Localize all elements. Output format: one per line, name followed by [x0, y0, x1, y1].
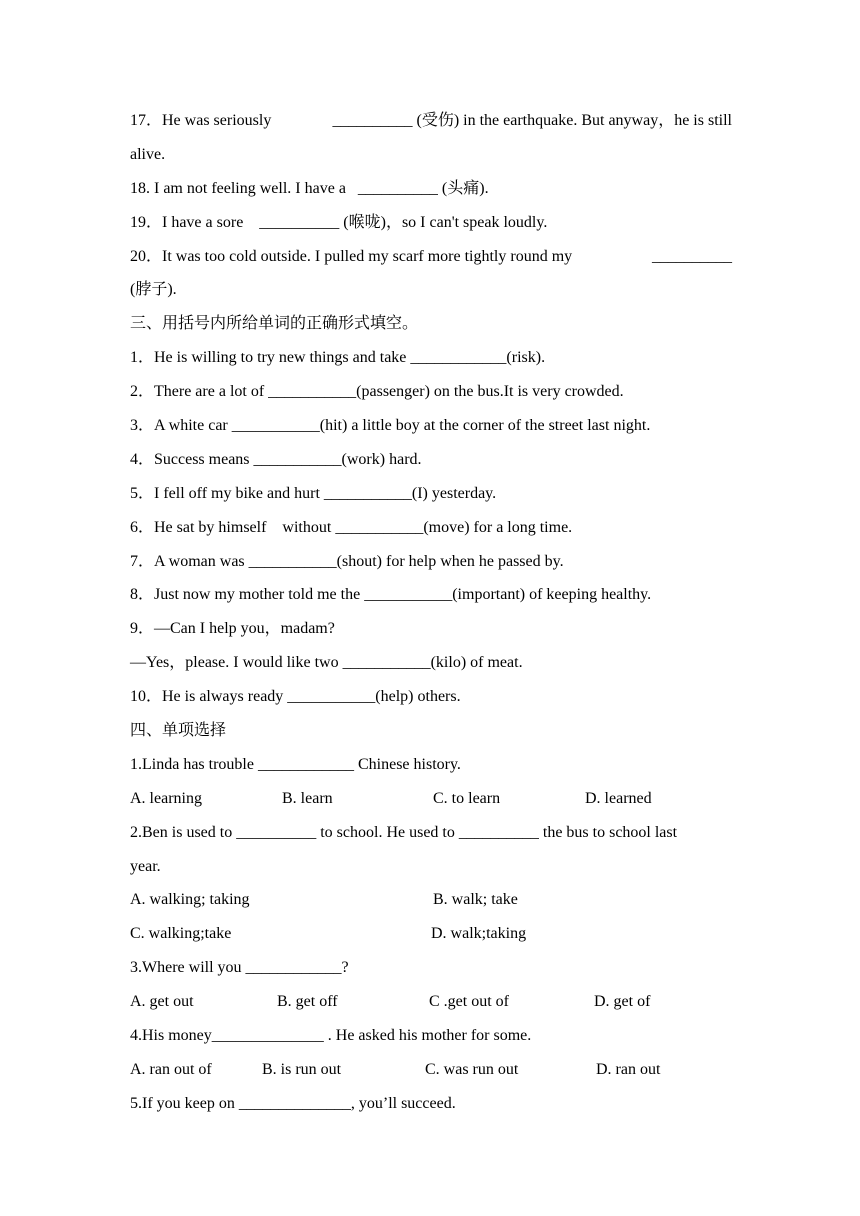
- option-a: A. get out: [130, 993, 194, 1011]
- s3-q5-pre: 5．I fell off my bike and hurt: [130, 484, 320, 502]
- s3-q2-pre: 2．There are a lot of: [130, 383, 265, 401]
- s3-q7-post: (shout) for help when he passed by.: [336, 552, 564, 570]
- option-b: B. is run out: [262, 1060, 342, 1078]
- question-18: [130, 172, 732, 206]
- question-19-text: 19．I have a sore: [130, 213, 244, 231]
- option-a: A. ran out of: [130, 1060, 212, 1078]
- s3-question-2: [130, 375, 732, 409]
- section-4-title: 四、单项选择: [130, 722, 227, 740]
- s4-question-3-stem: 3.Where will you ____________?: [130, 959, 349, 977]
- question-18-rest: __________ (头痛).: [357, 179, 489, 197]
- s3-q3-pre: 3．A white car: [130, 417, 228, 435]
- s3-question-8: [130, 578, 732, 612]
- s4-question-2-options-row2: [130, 917, 732, 951]
- s3-question-3: [130, 409, 732, 443]
- option-b: B. walk; take: [433, 891, 518, 909]
- option-d: D. get of: [594, 993, 651, 1011]
- s4-q2-stem-text: 2.Ben is used to __________ to school. He used to __________ the bus to school last: [130, 823, 678, 841]
- option-c: C .get out of: [429, 993, 509, 1011]
- s3-q9a-post: (kilo) of meat.: [430, 654, 523, 672]
- question-18-text: 18. I am not feeling well. I have a: [130, 179, 346, 197]
- question-20: [130, 240, 732, 274]
- s4-question-2-options-row1: [130, 883, 732, 917]
- s3-q10-blank: ___________: [287, 688, 376, 706]
- s4-question-1-options: [130, 782, 732, 816]
- s3-q9-pre: 9．—Can I help you，madam?: [130, 620, 335, 638]
- question-17-text: 17．He was seriously: [130, 112, 272, 129]
- s3-q10-post: (help) others.: [375, 688, 461, 706]
- s4-question-2-stem-cont: year.: [130, 857, 161, 875]
- s3-q4-post: (work) hard.: [341, 450, 422, 468]
- s3-q7-blank: ___________: [248, 552, 337, 570]
- s3-q2-post: (passenger) on the bus.It is very crowded.: [356, 383, 624, 401]
- question-20-blank: __________: [652, 247, 732, 265]
- question-20-text: 20．It was too cold outside. I pulled my scarf more tightly round my: [130, 247, 573, 265]
- s3-q9a-pre: —Yes，please. I would like two: [130, 654, 339, 672]
- option-b: B. get off: [277, 993, 338, 1011]
- s4-question-1-stem: 1.Linda has trouble ____________ Chinese history.: [130, 755, 461, 773]
- s3-question-7: [130, 545, 732, 579]
- s3-q1-pre: 1．He is willing to try new things and take: [130, 349, 407, 367]
- question-20-cont: [130, 273, 732, 307]
- question-19: [130, 206, 732, 240]
- s3-q4-pre: 4．Success means: [130, 450, 250, 468]
- question-17-cont-text: alive.: [130, 145, 166, 163]
- s4-question-5-stem: 5.If you keep on ______________, you’ll succeed.: [130, 1094, 456, 1112]
- option-d: D. walk;taking: [431, 925, 527, 943]
- s4-question-2-stem: [130, 816, 732, 850]
- s3-q1-blank: ____________: [410, 349, 507, 367]
- s3-q1-post: (risk).: [506, 349, 546, 367]
- s3-q6-pre: 6．He sat by himself without: [130, 518, 332, 536]
- question-19-rest: __________ (喉咙)，so I can't speak loudly.: [259, 213, 548, 231]
- s3-q9a-blank: ___________: [342, 654, 431, 672]
- question-17: [130, 104, 732, 138]
- question-17-cont: [130, 138, 732, 172]
- s3-question-4: [130, 443, 732, 477]
- s3-q5-post: (I) yesterday.: [411, 484, 497, 502]
- s3-q8-pre: 8．Just now my mother told me the: [130, 586, 361, 604]
- s3-q5-blank: ___________: [323, 484, 412, 502]
- question-20-cont-text: (脖子).: [130, 281, 177, 299]
- option-d: D. ran out: [596, 1060, 661, 1078]
- s3-question-6: [130, 511, 732, 545]
- option-b: B. learn: [282, 789, 333, 807]
- s3-q6-blank: ___________: [335, 518, 424, 536]
- s3-question-9-answer: [130, 646, 732, 680]
- s3-q8-post: (important) of keeping healthy.: [452, 586, 652, 604]
- document-page: [130, 104, 732, 1121]
- s4-question-3-options: [130, 985, 732, 1019]
- option-a: A. walking; taking: [130, 891, 250, 909]
- s4-question-4-stem: 4.His money______________ . He asked his mother for some.: [130, 1027, 532, 1045]
- s3-question-1: [130, 341, 732, 375]
- option-c: C. to learn: [433, 789, 501, 807]
- option-c: C. was run out: [425, 1060, 519, 1078]
- s3-q10-pre: 10．He is always ready: [130, 688, 284, 706]
- option-d: D. learned: [585, 789, 652, 807]
- option-a: A. learning: [130, 789, 202, 807]
- s3-question-10: [130, 680, 732, 714]
- s3-q3-blank: ___________: [231, 417, 320, 435]
- s3-question-9: [130, 612, 732, 646]
- s4-question-4-options: [130, 1053, 732, 1087]
- s3-q3-post: (hit) a little boy at the corner of the street last night.: [319, 417, 651, 435]
- s3-q8-blank: ___________: [364, 586, 453, 604]
- section-3-title: 三、用括号内所给单词的正确形式填空。: [130, 315, 419, 333]
- s3-q6-post: (move) for a long time.: [423, 518, 573, 536]
- option-c: C. walking;take: [130, 925, 232, 943]
- s3-q4-blank: ___________: [253, 450, 342, 468]
- s3-q7-pre: 7．A woman was: [130, 552, 245, 570]
- s3-question-5: [130, 477, 732, 511]
- question-17-rest: __________ (受伤) in the earthquake. But anyway，he is still: [332, 112, 732, 129]
- s3-q2-blank: ___________: [268, 383, 357, 401]
